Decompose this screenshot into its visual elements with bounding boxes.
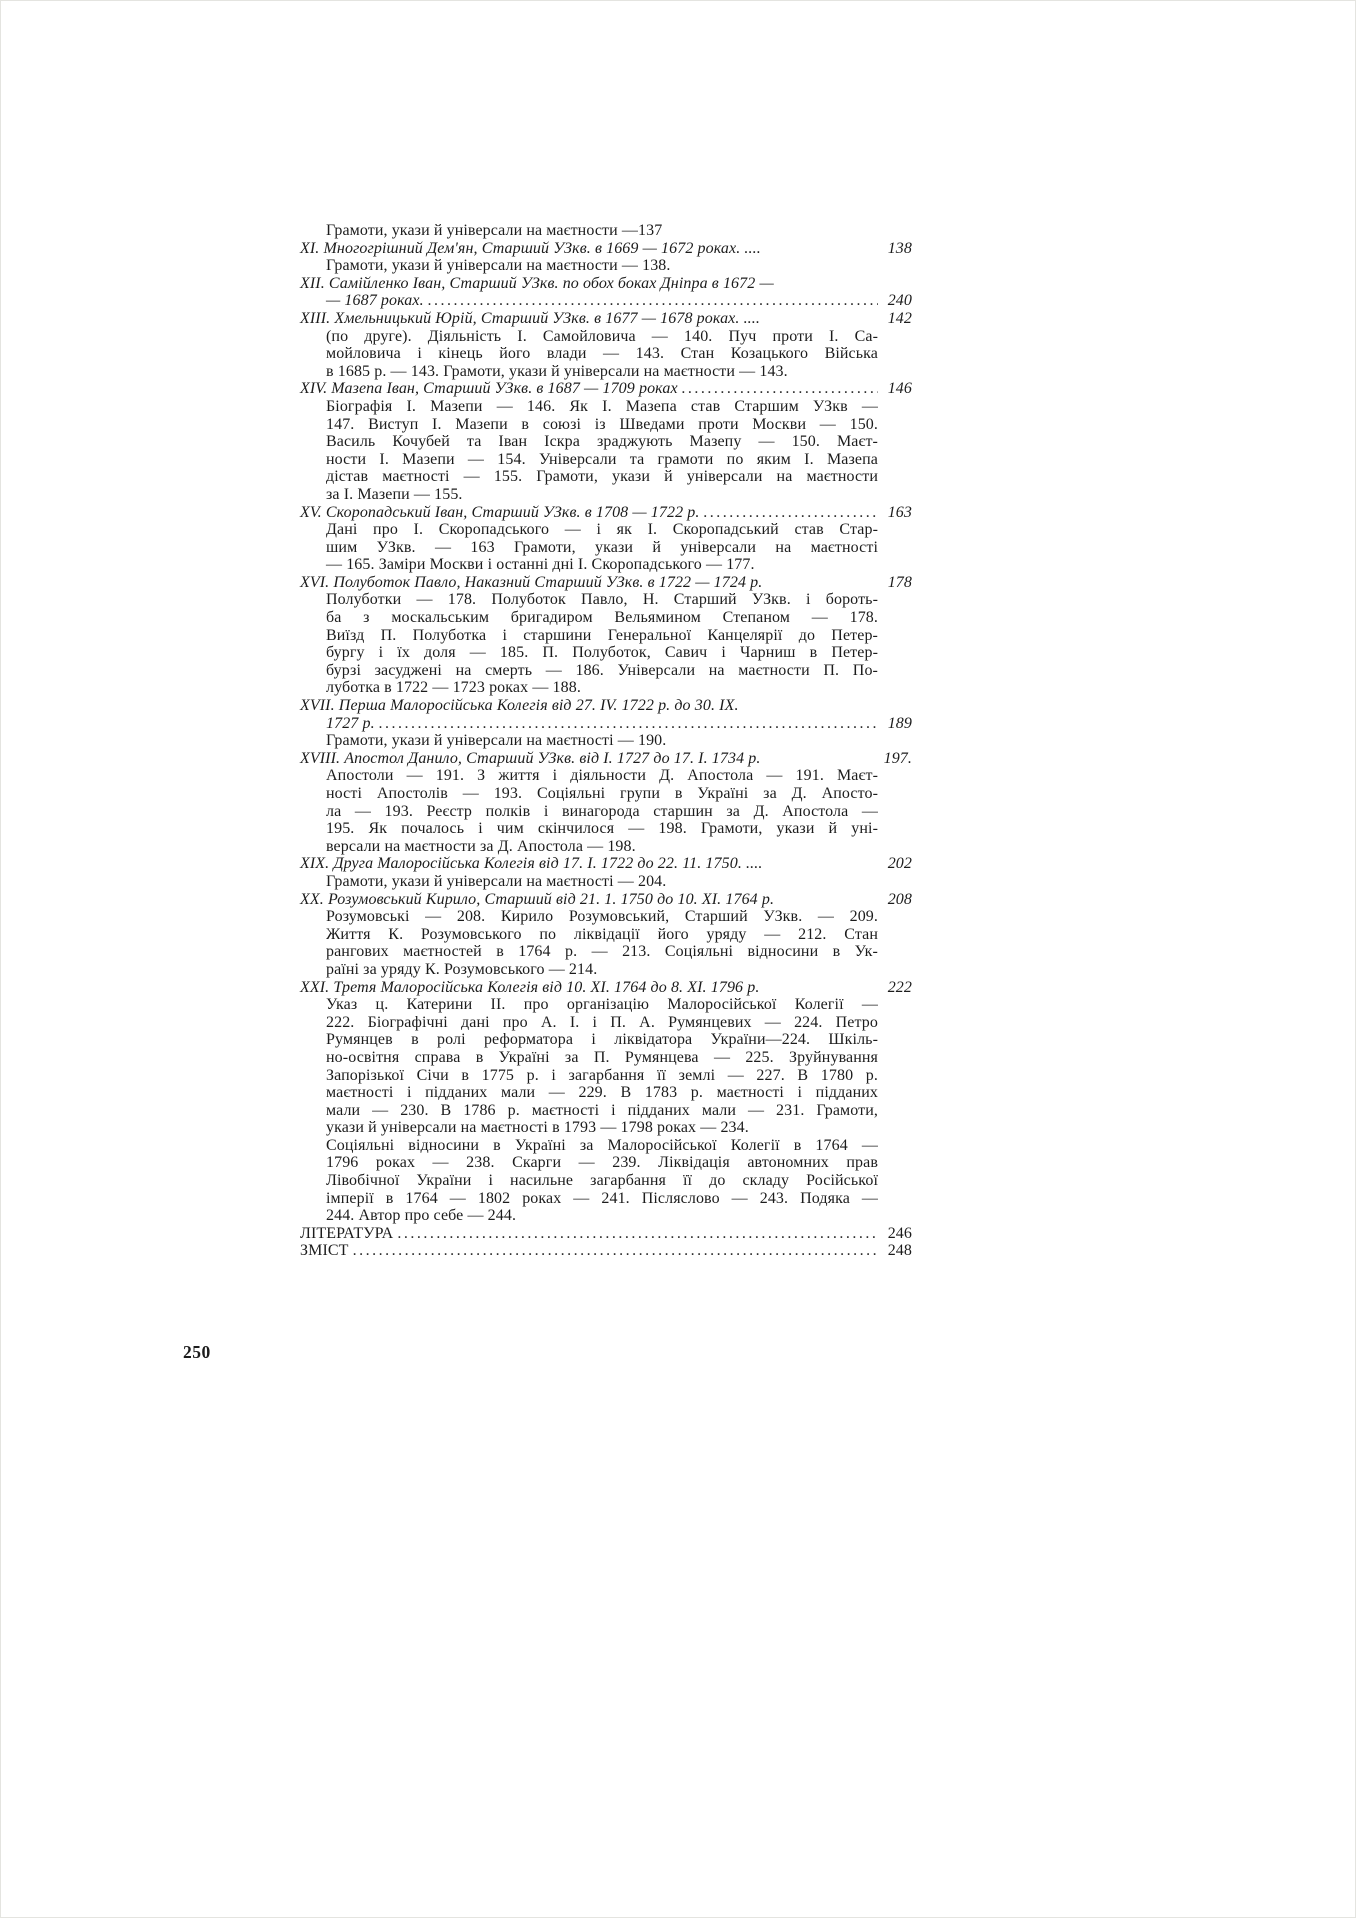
toc-line-text: 195. Як почалось і чим скінчилося — 198. Грамоти, укази й уні- bbox=[326, 820, 878, 838]
toc-line bbox=[300, 1154, 912, 1172]
toc-line bbox=[300, 1067, 912, 1085]
toc-line bbox=[300, 416, 912, 434]
toc-line-text: (по друге). Діяльність І. Самойловича — 140. Пуч проти І. Са- bbox=[326, 327, 878, 345]
toc-line bbox=[300, 556, 912, 574]
dot-leader bbox=[397, 1225, 877, 1243]
table-of-contents bbox=[300, 222, 912, 1260]
toc-line-text: XVII. Перша Малоросійська Колегія від 27. IV. 1722 р. до 30. IX. bbox=[300, 697, 739, 715]
toc-line-text: Дані про І. Скоропадського — і як І. Скоропадський став Стар- bbox=[326, 521, 878, 539]
toc-line-text: XV. Скоропадський Іван, Старший УЗкв. в 1708 — 1722 р. bbox=[300, 503, 704, 521]
toc-line bbox=[300, 1207, 912, 1225]
toc-line-text: ЗМІСТ bbox=[300, 1242, 353, 1260]
toc-line-text: раїні за уряду К. Розумовського — 214. bbox=[326, 960, 598, 978]
toc-line-text: Життя К. Розумовського по ліквідації його уряду — 212. Стан bbox=[326, 925, 878, 943]
toc-entry-XVI bbox=[300, 574, 912, 592]
toc-line bbox=[300, 1014, 912, 1032]
toc-entry-XX bbox=[300, 891, 912, 909]
toc-line bbox=[300, 345, 912, 363]
toc-line bbox=[300, 591, 912, 609]
toc-line-text: дістав маєтності — 155. Грамоти, укази й універсали на маєтности bbox=[326, 468, 878, 486]
toc-line-text: Розумовські — 208. Кирило Розумовський, Старший УЗкв. — 209. bbox=[326, 908, 878, 926]
toc-line-text: ности І. Мазепи — 154. Універсали та грамоти по яким І. Мазепа bbox=[326, 450, 878, 468]
toc-line-text: ності Апостолів — 193. Соціяльні групи в Україні за Д. Апосто- bbox=[326, 785, 878, 802]
toc-page-ref: 138 bbox=[887, 239, 912, 257]
toc-entry-literatura bbox=[300, 1225, 912, 1243]
toc-line bbox=[300, 926, 912, 944]
toc-line bbox=[300, 1137, 912, 1155]
toc-line-text: маєтності і підданих мали — 229. В 1783 р. маєтності і підданих bbox=[326, 1084, 878, 1102]
toc-line-text: Полуботки — 178. Полуботок Павло, Н. Старший УЗкв. і бороть- bbox=[326, 591, 878, 609]
toc-page-ref: 163 bbox=[887, 503, 912, 521]
toc-page-ref: 208 bbox=[887, 890, 912, 908]
toc-line-text: Лівобічної України і насильне загарбання її до складу Російської bbox=[326, 1172, 878, 1190]
toc-entry-XVIII bbox=[300, 750, 912, 768]
toc-page-ref: 202 bbox=[887, 855, 912, 873]
toc-line-text: Грамоти, укази й універсали на маєтності — 190. bbox=[326, 732, 667, 750]
toc-line bbox=[300, 1049, 912, 1067]
toc-page-ref: 146 bbox=[887, 380, 912, 398]
toc-line-text: 222. Біографічні дані про А. І. і П. А. Румянцевих — 224. Петро bbox=[326, 1013, 878, 1031]
toc-entry-XIII bbox=[300, 310, 912, 328]
toc-line-text: 244. Автор про себе — 244. bbox=[326, 1207, 517, 1225]
toc-line-text: Апостоли — 191. З життя і діяльности Д. Апостола — 191. Маєт- bbox=[326, 767, 878, 785]
toc-entry-XVII bbox=[300, 697, 912, 715]
toc-line bbox=[300, 292, 912, 310]
toc-page-ref: 178 bbox=[887, 573, 912, 591]
toc-entry-XXI bbox=[300, 979, 912, 997]
toc-line bbox=[300, 820, 912, 838]
toc-line bbox=[300, 1084, 912, 1102]
toc-line bbox=[300, 1190, 912, 1208]
toc-line-text: 1727 р. bbox=[326, 714, 379, 732]
toc-line-text: Запорізької Січи в 1775 р. і загарбання її землі — 227. В 1780 р. bbox=[326, 1066, 878, 1084]
toc-line-text: імперії в 1764 — 1802 роках — 241. Післяслово — 243. Подяка — bbox=[326, 1189, 878, 1207]
toc-line-text: в 1685 р. — 143. Грамоти, укази й універсали на маєтности — 143. bbox=[326, 362, 788, 380]
toc-line-text: рангових маєтностей в 1764 р. — 213. Соціяльні відносини в Ук- bbox=[326, 943, 878, 961]
toc-line-text: XII. Самійленко Іван, Старший УЗкв. по обох боках Дніпра в 1672 — bbox=[300, 274, 774, 292]
toc-line bbox=[300, 838, 912, 856]
toc-line-text: XVI. Полуботок Павло, Наказний Старший УЗкв. в 1722 — 1724 р. bbox=[300, 573, 763, 591]
toc-line bbox=[300, 521, 912, 539]
toc-line-text: XIV. Мазепа Іван, Старший УЗкв. в 1687 — 1709 роках bbox=[300, 380, 682, 398]
toc-line-text: — 1687 роках. bbox=[326, 292, 428, 310]
toc-line bbox=[300, 486, 912, 504]
toc-line bbox=[300, 732, 912, 750]
toc-line-text: Грамоти, укази й універсали на маєтності — 204. bbox=[326, 872, 667, 890]
dot-leader bbox=[353, 1242, 878, 1260]
toc-line bbox=[300, 662, 912, 680]
toc-line-text: Виїзд П. Полуботка і старшини Генеральної Канцелярії до Петер- bbox=[326, 626, 878, 644]
toc-line-text: луботка в 1722 — 1723 роках — 188. bbox=[326, 679, 581, 697]
toc-line bbox=[300, 961, 912, 979]
toc-line bbox=[300, 627, 912, 645]
toc-line-text: Указ ц. Катерини II. про організацію Малоросійської Колегії — bbox=[326, 996, 878, 1014]
toc-line bbox=[300, 1119, 912, 1137]
toc-line-text: Василь Кочубей та Іван Іскра зраджують Мазепу — 150. Маєт- bbox=[326, 433, 878, 451]
toc-line-text: — 165. Заміри Москви і останні дні І. Скоропадського — 177. bbox=[326, 556, 755, 574]
toc-line-text: версали на маєтности за Д. Апостола — 198. bbox=[326, 837, 636, 855]
toc-line-text: XIII. Хмельницький Юрій, Старший УЗкв. в 1677 — 1678 роках. .... bbox=[300, 309, 760, 327]
toc-line bbox=[300, 398, 912, 416]
toc-line bbox=[300, 644, 912, 662]
toc-line-text: Грамоти, укази й універсали на маєтности —137 bbox=[326, 222, 663, 239]
dot-leader bbox=[704, 504, 878, 522]
toc-line-text: мали — 230. В 1786 р. маєтності і підданих мали — 231. Грамоти, bbox=[326, 1101, 878, 1119]
toc-page-ref: 248 bbox=[887, 1242, 912, 1260]
toc-line-text: Грамоти, укази й універсали на маєтности — 138. bbox=[326, 257, 671, 275]
toc-line-text: шим УЗкв. — 163 Грамоти, укази й універсали на маєтності bbox=[326, 538, 878, 556]
toc-line-text: Біографія І. Мазепи — 146. Як І. Мазепа став Старшим УЗкв — bbox=[326, 397, 878, 415]
toc-line bbox=[300, 328, 912, 346]
toc-line-text: Соціяльні відносини в Україні за Малоросійської Колегії в 1764 — bbox=[326, 1136, 878, 1154]
toc-line-text: ЛІТЕРАТУРА bbox=[300, 1224, 398, 1242]
toc-line bbox=[300, 908, 912, 926]
toc-line bbox=[300, 451, 912, 469]
toc-line bbox=[300, 257, 912, 275]
toc-page-ref: 189 bbox=[887, 714, 912, 732]
toc-entry-XII bbox=[300, 275, 912, 293]
toc-line bbox=[300, 1031, 912, 1049]
toc-entry-zmist bbox=[300, 1242, 912, 1260]
toc-line-text: XIX. Друга Малоросійська Колегія від 17. І. 1722 до 22. 11. 1750. .... bbox=[300, 855, 763, 873]
toc-entry-XV bbox=[300, 504, 912, 522]
dot-leader bbox=[682, 380, 878, 398]
toc-line-text: но-освітня справа в Україні за П. Румянцева — 225. Зруйнування bbox=[326, 1048, 878, 1066]
toc-line-text: XX. Розумовський Кирило, Старший від 21. 1. 1750 до 10. XI. 1764 р. bbox=[300, 890, 775, 908]
toc-line bbox=[300, 715, 912, 733]
toc-line bbox=[300, 803, 912, 821]
toc-line bbox=[300, 873, 912, 891]
page-number: 250 bbox=[183, 1342, 211, 1362]
toc-line bbox=[300, 1102, 912, 1120]
toc-line-text: ла — 193. Реєстр полків і винагорода старшин за Д. Апостола — bbox=[326, 802, 878, 820]
toc-line bbox=[300, 785, 912, 803]
toc-line-text: 147. Виступ І. Мазепи в союзі із Шведами проти Москви — 150. bbox=[326, 415, 878, 433]
toc-line bbox=[300, 943, 912, 961]
toc-line-text: 1796 роках — 238. Скарги — 239. Ліквідація автономних прав bbox=[326, 1154, 878, 1172]
toc-line-text: за І. Мазепи — 155. bbox=[326, 485, 463, 503]
toc-line bbox=[300, 222, 912, 240]
toc-page-ref: 142 bbox=[887, 309, 912, 327]
toc-line-text: Румянцев в ролі реформатора і ліквідатора України—224. Шкіль- bbox=[326, 1031, 878, 1049]
toc-line bbox=[300, 433, 912, 451]
toc-line-text: бургу і їх доля — 185. П. Полуботок, Савич і Чарниш в Петер- bbox=[326, 644, 878, 662]
toc-line bbox=[300, 468, 912, 486]
toc-line bbox=[300, 996, 912, 1014]
toc-page-ref: 240 bbox=[887, 292, 912, 310]
toc-page-ref: 222 bbox=[887, 978, 912, 996]
toc-page-ref: 197. bbox=[883, 749, 912, 767]
toc-page-ref: 246 bbox=[887, 1224, 912, 1242]
dot-leader bbox=[379, 715, 878, 733]
toc-entry-XIX bbox=[300, 855, 912, 873]
toc-line-text: XVIII. Апостол Данило, Старший УЗкв. від І. 1727 до 17. І. 1734 р. bbox=[300, 749, 761, 767]
toc-entry-XI bbox=[300, 240, 912, 258]
dot-leader bbox=[428, 292, 878, 310]
toc-line bbox=[300, 539, 912, 557]
toc-line bbox=[300, 679, 912, 697]
toc-entry-XIV bbox=[300, 380, 912, 398]
toc-line bbox=[300, 363, 912, 381]
toc-line-text: мойловича і кінець його влади — 143. Стан Козацького Війська bbox=[326, 345, 878, 363]
toc-line-text: ба з москальським бригадиром Вельямином Степаном — 178. bbox=[326, 609, 878, 627]
toc-line bbox=[300, 1172, 912, 1190]
toc-line bbox=[300, 609, 912, 627]
toc-line-text: укази й універсали на маєтності в 1793 — 1798 роках — 234. bbox=[326, 1119, 749, 1137]
toc-line-text: XI. Многогрішний Дем'ян, Старший УЗкв. в 1669 — 1672 роках. .... bbox=[300, 239, 761, 257]
toc-line bbox=[300, 767, 912, 785]
toc-line-text: XXI. Третя Малоросійська Колегія від 10. XI. 1764 до 8. XI. 1796 р. bbox=[300, 978, 760, 996]
toc-line-text: бурзі засуджені на смерть — 186. Універсали на маєтности П. По- bbox=[326, 661, 878, 679]
